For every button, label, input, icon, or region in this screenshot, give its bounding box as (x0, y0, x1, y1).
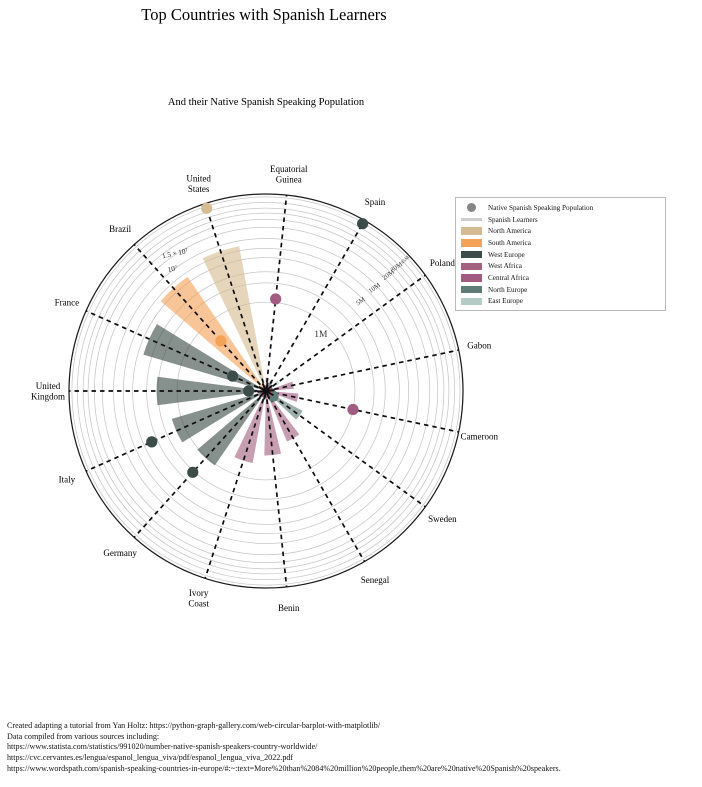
dot-united-kingdom (243, 385, 254, 396)
legend-color-swatch (461, 298, 482, 306)
country-label-equatorial-guinea: Guinea (275, 174, 302, 185)
spoke-poland (266, 275, 425, 391)
spoke-sweden (266, 391, 425, 507)
dot-brazil (215, 335, 226, 346)
footer-line: https://www.wordspath.com/spanish-speaking-countries-in-europe/#:~:text=More%20than%2084%20million%20people,them%20are%20native%20Spanish%20speakers. (7, 763, 561, 773)
legend-label: Spanish Learners (488, 215, 538, 224)
country-label-ivory-coast: Coast (188, 598, 209, 609)
country-label-united-states: States (187, 183, 210, 194)
country-label-italy: Italy (58, 474, 76, 485)
country-label-spain: Spain (364, 197, 386, 208)
country-label-brazil: Brazil (109, 223, 132, 234)
legend-color-swatch (461, 227, 482, 235)
country-label-poland: Poland (429, 257, 455, 268)
country-label-germany: Germany (103, 548, 137, 559)
page-subtitle: And their Native Spanish Speaking Population (167, 97, 365, 108)
learner-axis-tick: 1.5 × 10⁷ (161, 246, 189, 261)
country-label-united-states: United (186, 173, 211, 184)
dot-italy (146, 436, 157, 447)
legend-label: North America (488, 227, 531, 236)
legend-entry (461, 296, 660, 308)
footer (7, 721, 561, 774)
country-label-ivory-coast: Ivory (188, 588, 209, 599)
legend-color-swatch (461, 263, 482, 271)
legend-entry (461, 225, 660, 237)
legend-line-marker (461, 218, 482, 222)
legend-label: Central Africa (488, 273, 529, 282)
legend-entry (461, 214, 660, 226)
native-axis-tick: 30M (389, 261, 405, 275)
country-label-equatorial-guinea: Equatorial (270, 163, 308, 174)
country-label-gabon: Gabon (467, 340, 492, 351)
dot-france (227, 371, 238, 382)
footer-line: Created adapting a tutorial from Yan Holtz: https://python-graph-gallery.com/web-circular-barplot-with-matplotlib/ (7, 721, 381, 730)
legend-entry (461, 202, 660, 214)
dot-equatorial-guinea (270, 293, 281, 304)
footer-line: https://cvc.cervantes.es/lengua/espanol_lengua_viva/pdf/espanol_lengua_viva_2022.pdf (7, 753, 294, 763)
learner-axis-tick: 10⁷ (166, 264, 179, 275)
legend-color-swatch (461, 274, 482, 282)
legend-dot-marker (461, 203, 482, 212)
legend-label: South America (488, 238, 531, 247)
page-title: Top Countries with Spanish Learners (141, 5, 387, 24)
center-star (263, 388, 268, 393)
legend-label: East Europe (488, 297, 523, 306)
country-label-france: France (54, 297, 80, 308)
native-axis-tick: 1M (314, 330, 328, 341)
dot-cameroon (347, 404, 358, 415)
country-label-sweden: Sweden (428, 514, 457, 525)
legend-color-swatch (461, 286, 482, 294)
dot-germany (187, 467, 198, 478)
legend-entry (461, 284, 660, 296)
country-label-united-kingdom: United (35, 380, 61, 391)
legend-color-swatch (461, 251, 482, 259)
legend-label: West Europe (488, 250, 525, 259)
legend-entry (461, 249, 660, 261)
dot-united-states (201, 203, 212, 214)
native-axis-tick: 5M (354, 296, 367, 308)
native-axis-tick: 10M (367, 281, 383, 296)
footer-line: Data compiled from various sources including: (7, 731, 160, 741)
legend-label: West Africa (488, 262, 522, 271)
legend-entry (461, 272, 660, 284)
country-label-united-kingdom: Kingdom (30, 391, 66, 402)
country-label-senegal: Senegal (360, 574, 390, 585)
legend-color-swatch (461, 239, 482, 247)
country-label-cameroon: Cameroon (460, 431, 498, 442)
spoke-italy (86, 391, 266, 471)
footer-line: https://www.statista.com/statistics/991020/number-native-spanish-speakers-country-worldwide/ (7, 742, 318, 752)
legend (455, 197, 666, 311)
native-axis-tick: 20M (381, 268, 396, 282)
legend-label: North Europe (488, 285, 528, 294)
country-label-benin: Benin (278, 602, 300, 613)
native-axis-tick: 45M (400, 255, 411, 266)
legend-entry (461, 237, 660, 249)
legend-entry (461, 260, 660, 272)
legend-label: Native Spanish Speaking Population (488, 203, 594, 212)
dot-spain (357, 218, 368, 229)
